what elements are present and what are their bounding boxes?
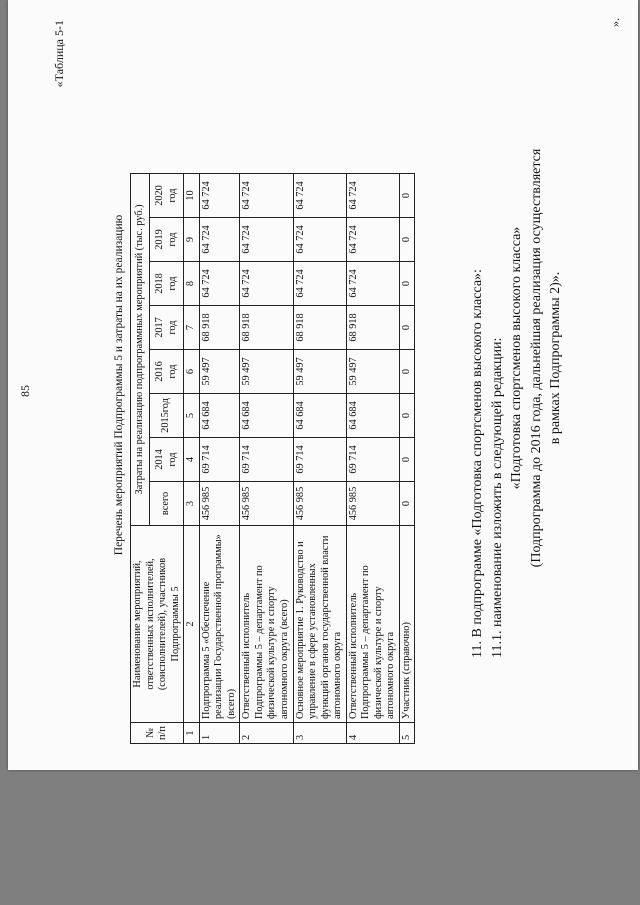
cell-total: 456 985 [240,482,293,526]
header-name: Наименование мероприятий, ответственных исполнителей, (соисполнителей), участников Подпрограммы 5 [131,526,184,723]
cell-value: 64 724 [240,262,293,306]
header-year: 2016 год [149,350,183,394]
row-name: Основное мероприятие 1. Руководство и управление в сфере установленных функций органов государственной власти автономного округа [293,526,346,723]
cell-value: 68 918 [199,306,240,350]
subprogram-note-line-2: в рамках Подпрограммы 2)». [548,271,564,445]
cell-value: 0 [399,438,415,482]
cell-value: 64 724 [346,218,399,262]
budget-table [130,173,415,744]
cell-value: 0 [399,174,415,218]
header-costs-group: Затраты на реализацию подпрограммных мероприятий (тыс. руб.) [131,174,150,526]
header-year: 2014 год [149,438,183,482]
table-row [293,174,346,744]
cell-value: 64 724 [346,262,399,306]
column-index: 7 [184,306,200,350]
cell-value: 0 [399,262,415,306]
subprogram-note-line-1: (Подпрограмма до 2016 года, дальнейшая реализация осуществляется [528,148,544,568]
column-index: 2 [184,526,200,723]
cell-value: 69 714 [240,438,293,482]
row-number: 1 [199,723,240,744]
column-index: 4 [184,438,200,482]
cell-total: 456 985 [199,482,240,526]
paragraph-amendment-11: 11. В подпрограмме «Подготовка спортсменов высокого класса»: [470,269,485,658]
cell-value: 69 714 [346,438,399,482]
column-index: 8 [184,262,200,306]
cell-value: 64 684 [293,394,346,438]
table-tag: «Таблица 5-1 [52,20,66,88]
paragraph-amendment-11-1: 11.1. наименование изложить в следующей редакции: [489,337,505,658]
cell-value: 68 918 [293,306,346,350]
row-number: 5 [399,723,415,744]
cell-value: 64 724 [199,262,240,306]
header-year: 2019 год [149,218,183,262]
cell-value: 68 918 [240,306,293,350]
closing-quote-mark: ». [608,18,622,27]
cell-value: 64 684 [240,394,293,438]
cell-value: 64 724 [240,218,293,262]
cell-total: 456 985 [346,482,399,526]
cell-value: 0 [399,218,415,262]
column-index: 3 [184,482,200,526]
cell-value: 64 724 [240,174,293,218]
cell-value: 59 497 [346,350,399,394]
table-row [346,174,399,744]
cell-value: 68 918 [346,306,399,350]
column-index: 9 [184,218,200,262]
row-name: Ответственный исполнитель Подпрограммы 5 – департамент по физической культуре и спорту автономного округа [346,526,399,723]
cell-value: 59 497 [199,350,240,394]
cell-value: 69 714 [293,438,346,482]
row-number: 2 [240,723,293,744]
cell-value: 64 724 [199,218,240,262]
row-name: Ответственный исполнитель Подпрограммы 5 – департамент по физической культуре и спорту автономного округа (всего) [240,526,293,723]
header-year: 2017 год [149,306,183,350]
header-year: 2020 год [149,174,183,218]
cell-value: 64 684 [346,394,399,438]
cell-value: 59 497 [293,350,346,394]
header-year: 2018 год [149,262,183,306]
cell-value: 0 [399,394,415,438]
cell-value: 69 714 [199,438,240,482]
header-total: всего [149,482,183,526]
table-row [399,174,415,744]
cell-value: 64 724 [346,174,399,218]
column-index-row [184,174,200,744]
cell-value: 64 724 [293,174,346,218]
row-name: Подпрограмма 5 «Обеспечение реализации Государственной программы» (всего) [199,526,240,723]
header-number: № п/п [131,723,184,744]
cell-value: 0 [399,306,415,350]
cell-value: 64 724 [199,174,240,218]
cell-total: 0 [399,482,415,526]
page-number: 85 [18,385,32,397]
column-index: 1 [184,723,200,744]
cell-value: 64 724 [293,262,346,306]
row-name: Участник (справочно) [399,526,415,723]
table-header-row [131,174,150,744]
table-row [199,174,240,744]
rotated-page-content [8,0,638,770]
cell-value: 64 724 [293,218,346,262]
table-row [240,174,293,744]
cell-value: 59 497 [240,350,293,394]
cell-total: 456 985 [293,482,346,526]
subprogram-title: «Подготовка спортсменов высокого класса» [509,226,525,490]
header-year: 2015год [149,394,183,438]
table-title: Перечень мероприятий Подпрограммы 5 и затраты на их реализацию [113,214,125,556]
column-index: 6 [184,350,200,394]
row-number: 4 [346,723,399,744]
cell-value: 0 [399,350,415,394]
column-index: 10 [184,174,200,218]
cell-value: 64 684 [199,394,240,438]
row-number: 3 [293,723,346,744]
document-body-text [468,58,566,658]
column-index: 5 [184,394,200,438]
